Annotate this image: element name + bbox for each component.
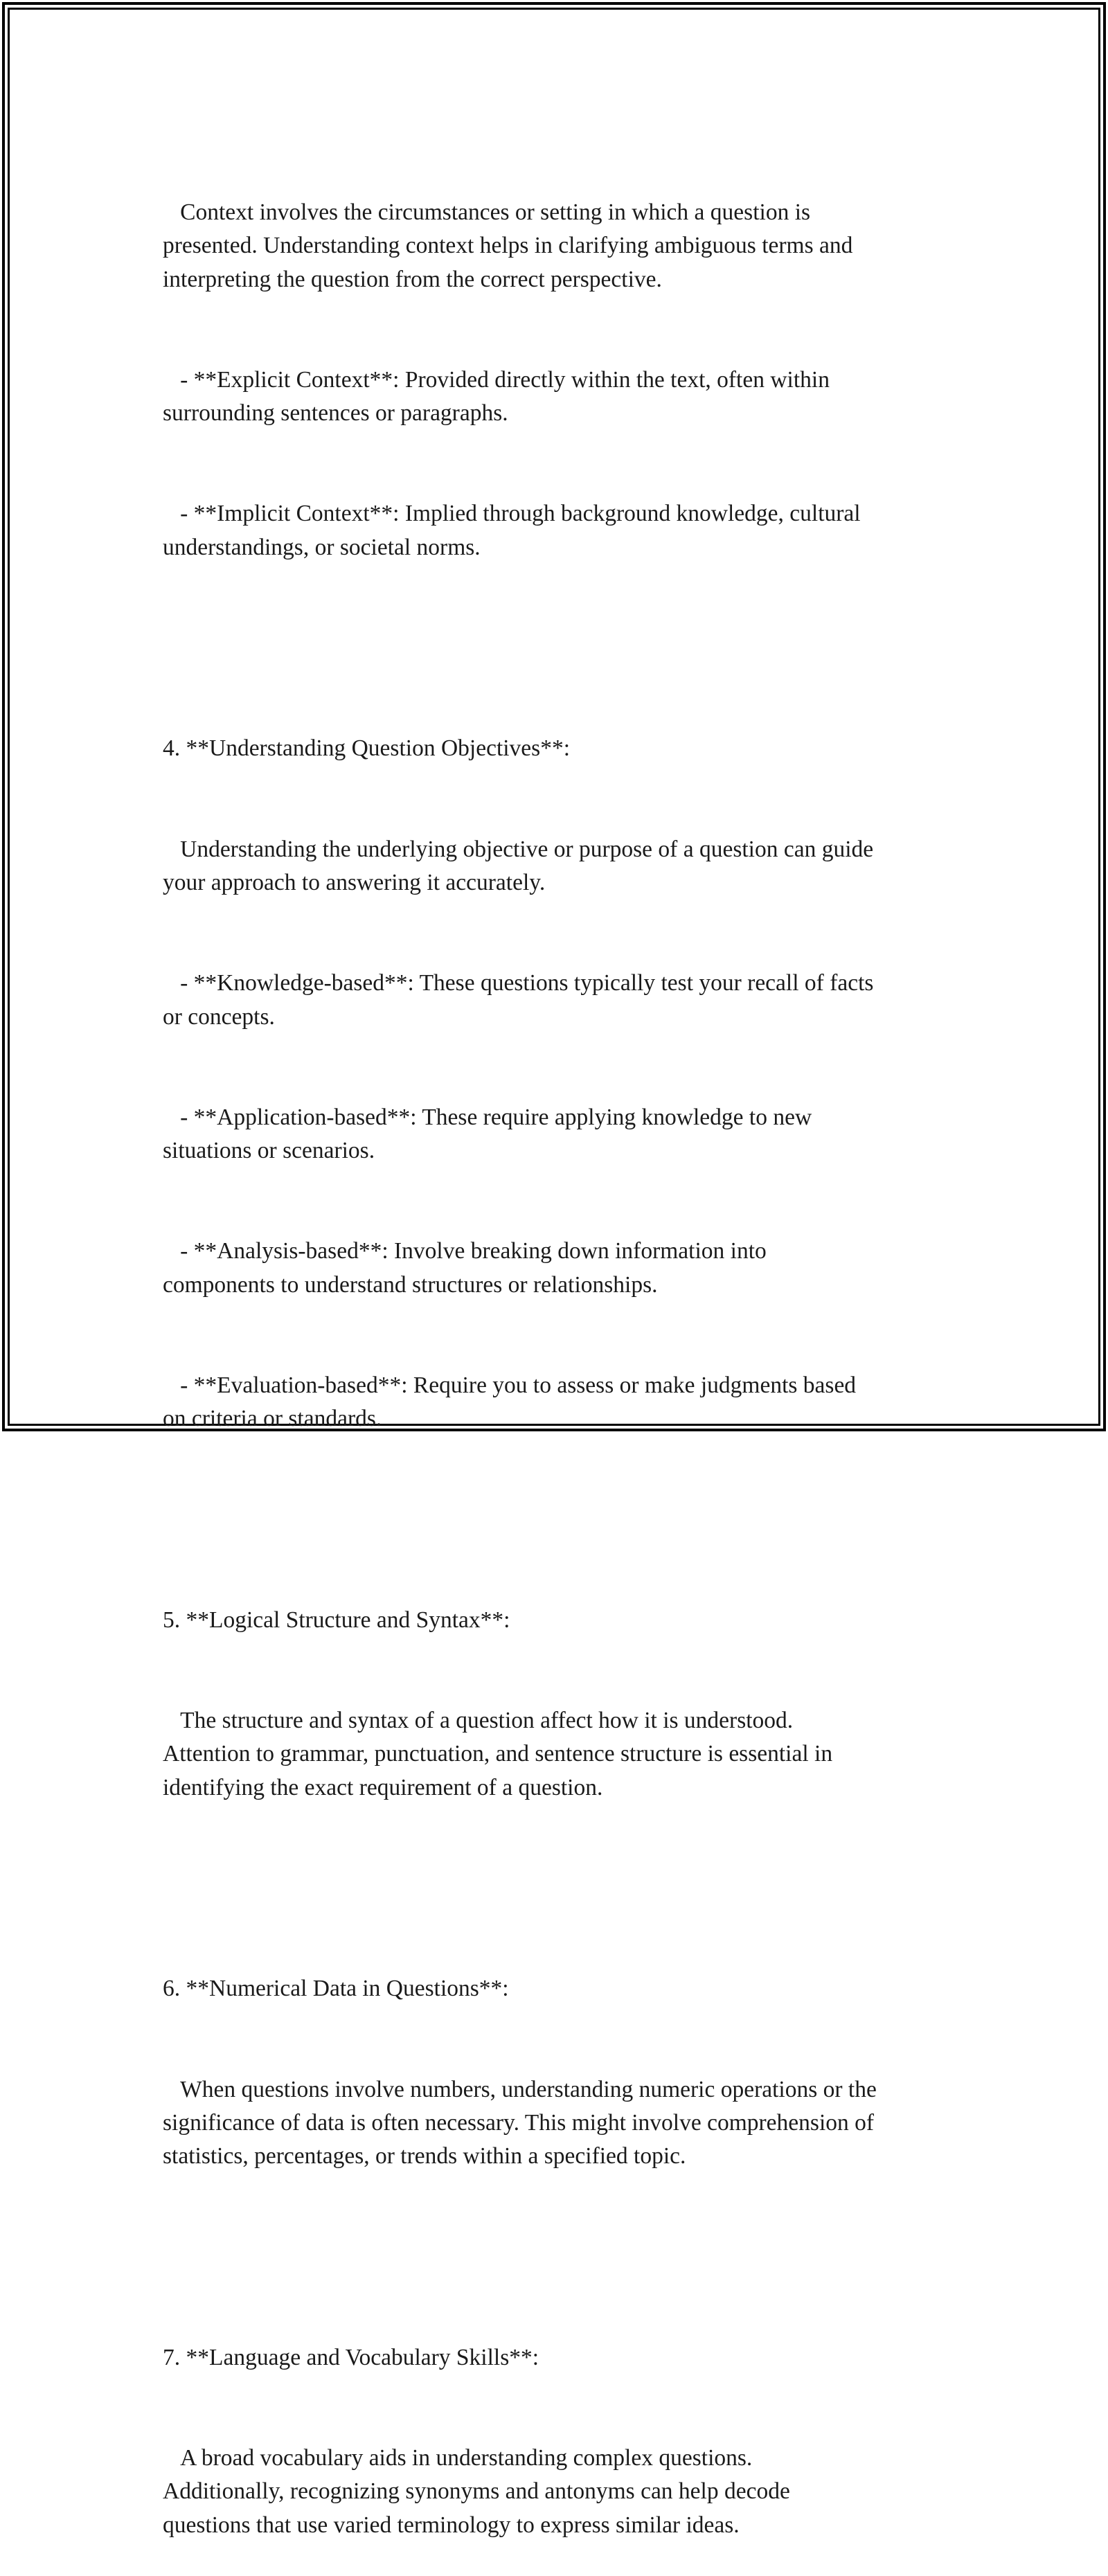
analysis-based-bullet: - **Analysis-based**: Involve breaking down information into components to understand structures or relationships. — [163, 1238, 767, 1298]
paragraph-spacer — [163, 2241, 959, 2274]
application-based-bullet: - **Application-based**: These require applying knowledge to new situations or scenarios. — [163, 1104, 812, 1164]
objectives-paragraph: Understanding the underlying objective or purpose of a question can guide your approach to answering it accurately. — [163, 836, 874, 895]
paragraph-spacer — [163, 1503, 959, 1537]
explicit-context-bullet: - **Explicit Context**: Provided directly within the text, often within surrounding sentences or paragraphs. — [163, 366, 830, 427]
paragraph-spacer — [163, 1872, 959, 1905]
context-definition-paragraph: Context involves the circumstances or setting in which a question is presented. Understanding context helps in clarifying ambiguous terms and interpreting the question from the correct perspective. — [163, 199, 853, 292]
document-body — [163, 129, 959, 2576]
section-heading-4: 4. **Understanding Question Objectives**: — [163, 735, 571, 762]
evaluation-based-bullet: - **Evaluation-based**: Require you to assess or make judgments based on criteria or standards. — [163, 1372, 857, 1432]
knowledge-based-bullet: - **Knowledge-based**: These questions typically test your recall of facts or concepts. — [163, 970, 874, 1030]
paragraph-spacer — [163, 632, 959, 665]
structure-syntax-paragraph: The structure and syntax of a question affect how it is understood. Attention to grammar, punctuation, and sentence structure is essential in identifying the exact requirement of a question. — [163, 1708, 833, 1800]
implicit-context-bullet: - **Implicit Context**: Implied through background knowledge, cultural understandings, or societal norms. — [163, 501, 861, 560]
section-heading-6: 6. **Numerical Data in Questions**: — [163, 1976, 509, 2002]
numerical-data-paragraph: When questions involve numbers, understanding numeric operations or the significance of data is often necessary. This might involve comprehension of statistics, percentages, or trends within a specified topic. — [163, 2076, 877, 2170]
vocabulary-paragraph: A broad vocabulary aids in understanding complex questions. Additionally, recognizing synonyms and antonyms can help decode questions that use varied terminology to express similar ideas. — [163, 2444, 790, 2538]
section-heading-5: 5. **Logical Structure and Syntax**: — [163, 1607, 510, 1633]
section-heading-7: 7. **Language and Vocabulary Skills**: — [163, 2344, 539, 2370]
